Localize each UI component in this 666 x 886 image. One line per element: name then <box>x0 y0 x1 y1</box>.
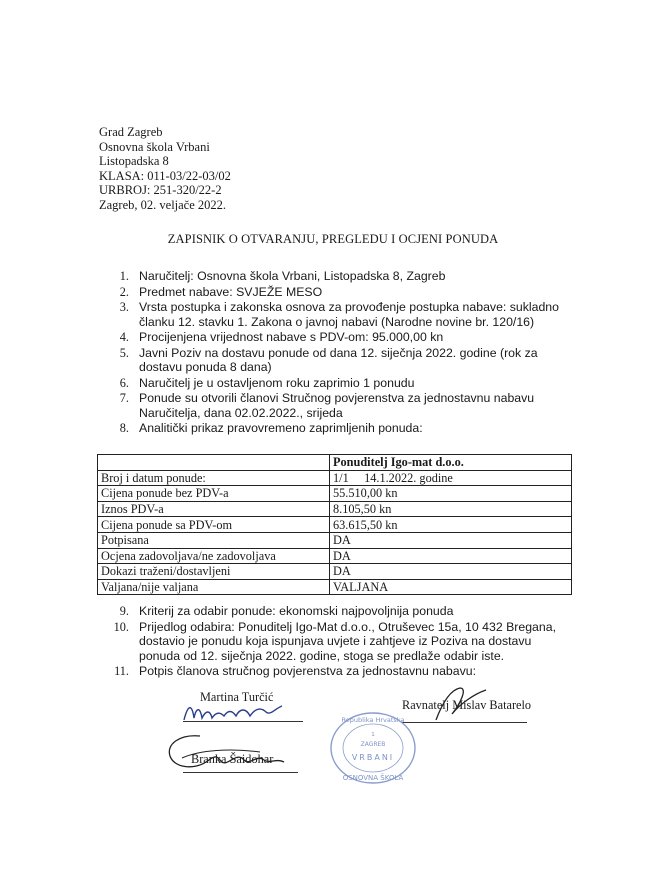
table-row <box>98 548 572 564</box>
offers-table <box>97 454 572 595</box>
list-item-number: 2. <box>119 284 129 299</box>
list-item-number: 6. <box>119 375 129 390</box>
signature-line-director <box>401 722 527 723</box>
list-item-number: 7. <box>119 391 129 405</box>
table-row <box>98 470 572 486</box>
list-item <box>99 285 569 300</box>
member1-signature <box>180 700 290 726</box>
row-label: Iznos PDV-a <box>98 501 330 517</box>
signature-line-2 <box>183 772 298 773</box>
numbered-list <box>99 269 569 437</box>
list-item-text: Ponude su otvorili članovi Stručnog povjerenstva za jednostavnu nabavu Naručitelja, dana 02.02.2022., srijeda <box>139 391 535 420</box>
row-value: DA <box>330 532 572 548</box>
list-item-text: Vrsta postupka i zakonska osnova za provođenje postupka nabave: sukladno članku 12. stavku 1. Zakona o javnoj nabavi (Narodne novine br. 120/16) <box>139 300 559 329</box>
row-label: Valjana/nije valjana <box>98 579 330 595</box>
table-row <box>98 532 572 548</box>
list-item-number: 4. <box>119 330 129 344</box>
stamp-text-bottom: OSNOVNA ŠKOLA <box>342 774 404 782</box>
row-label: Ocjena zadovoljava/ne zadovoljava <box>98 548 330 564</box>
list-item-number: 8. <box>119 421 129 435</box>
table-row <box>98 564 572 580</box>
list-item <box>99 391 569 420</box>
list-item <box>99 664 569 679</box>
row-label: Dokazi traženi/dostavljeni <box>98 564 330 580</box>
row-value: 63.615,50 kn <box>330 517 572 533</box>
director-name: Ravnatelj Mislav Batarelo <box>402 698 532 712</box>
list-item <box>99 421 569 436</box>
table-header-bidder: Ponuditelj Igo-mat d.o.o. <box>330 455 572 471</box>
list-item-text: Prijedlog odabira: Ponuditelj Igo-Mat d.o.o., Otruševec 15a, 10 432 Bregana, dostavio je ponudu koja ispunjava uvjete i zahtjeve iz Poziva na dostavu ponuda od 12. siječnja 2022. godine, stoga se predlaže odabir iste. <box>139 619 556 663</box>
stamp-text-inner: ZAGREB <box>360 741 386 748</box>
header-address: Listopadska 8 <box>99 154 169 169</box>
header-city: Grad Zagreb <box>99 125 163 139</box>
list-item-text: Predmet nabave: SVJEŽE MESO <box>139 284 323 299</box>
table-row <box>98 486 572 502</box>
list-item-text: Kriterij za odabir ponude: ekonomski najpovoljnija ponuda <box>139 604 454 618</box>
list-item-number: 5. <box>119 345 129 360</box>
list-item-number: 11. <box>114 664 129 678</box>
list-item-text: Procijenjena vrijednost nabave s PDV-om: 95.000,00 kn <box>139 330 444 344</box>
list-item-number: 9. <box>119 604 129 618</box>
header-school: Osnovna škola Vrbani <box>99 139 210 154</box>
member2-signature <box>160 730 300 778</box>
list-item <box>99 300 569 329</box>
list-item-text: Potpis članova stručnog povjerenstva za jednostavnu nabavu: <box>139 664 477 678</box>
member1-name: Martina Turčić <box>200 690 274 704</box>
list-item-text: Naručitelj: Osnovna škola Vrbani, Listopadska 8, Zagreb <box>139 269 446 283</box>
list-item <box>99 330 569 345</box>
table-header-empty <box>98 455 330 471</box>
list-item <box>99 620 569 664</box>
school-stamp <box>328 710 418 786</box>
row-label: Broj i datum ponude: <box>98 470 330 486</box>
list-item-text: Javni Poziv na dostavu ponude od dana 12. siječnja 2022. godine (rok za dostavu ponuda 8 dana) <box>139 345 538 374</box>
list-item-text: Analitički prikaz pravovremeno zaprimljenih ponuda: <box>139 421 423 435</box>
table-row <box>98 501 572 517</box>
stamp-text-top: Republika Hrvatska <box>341 716 405 724</box>
row-value: 55.510,00 kn <box>330 486 572 502</box>
table-row <box>98 517 572 533</box>
row-label: Cijena ponude sa PDV-om <box>98 517 330 533</box>
table-row <box>98 579 572 595</box>
list-item-number: 1. <box>119 269 129 283</box>
list-item <box>99 269 569 284</box>
numbered-list-continued <box>99 604 569 680</box>
director-signature <box>430 684 490 724</box>
row-value: DA <box>330 548 572 564</box>
stamp-text-center: VRBANI <box>351 753 395 762</box>
document-title: ZAPISNIK O OTVARANJU, PREGLEDU I OCJENI PONUDA <box>167 232 499 246</box>
header-date: Zagreb, 02. veljače 2022. <box>99 197 227 212</box>
list-item <box>99 346 569 375</box>
row-value: 8.105,50 kn <box>330 501 572 517</box>
member2-name: Branka Šaidohar <box>191 752 274 766</box>
stamp-number: 1 <box>371 732 375 738</box>
header-klasa: KLASA: 011-03/22-03/02 <box>99 168 231 183</box>
row-value: DA <box>330 564 572 580</box>
row-value: VALJANA <box>330 579 572 595</box>
header-urbroj: URBROJ: 251-320/22-2 <box>99 183 222 198</box>
list-item <box>99 376 569 391</box>
list-item <box>99 604 569 619</box>
row-label: Potpisana <box>98 532 330 548</box>
list-item-text: Naručitelj je u ostavljenom roku zaprimio 1 ponudu <box>139 375 415 390</box>
list-item-number: 10. <box>113 619 129 634</box>
table-header-row <box>98 455 572 471</box>
signature-line-1 <box>183 721 303 722</box>
list-item-number: 3. <box>119 300 129 314</box>
row-label: Cijena ponude bez PDV-a <box>98 486 330 502</box>
row-value: 1/1 14.1.2022. godine <box>330 470 572 486</box>
document-header <box>99 125 231 213</box>
